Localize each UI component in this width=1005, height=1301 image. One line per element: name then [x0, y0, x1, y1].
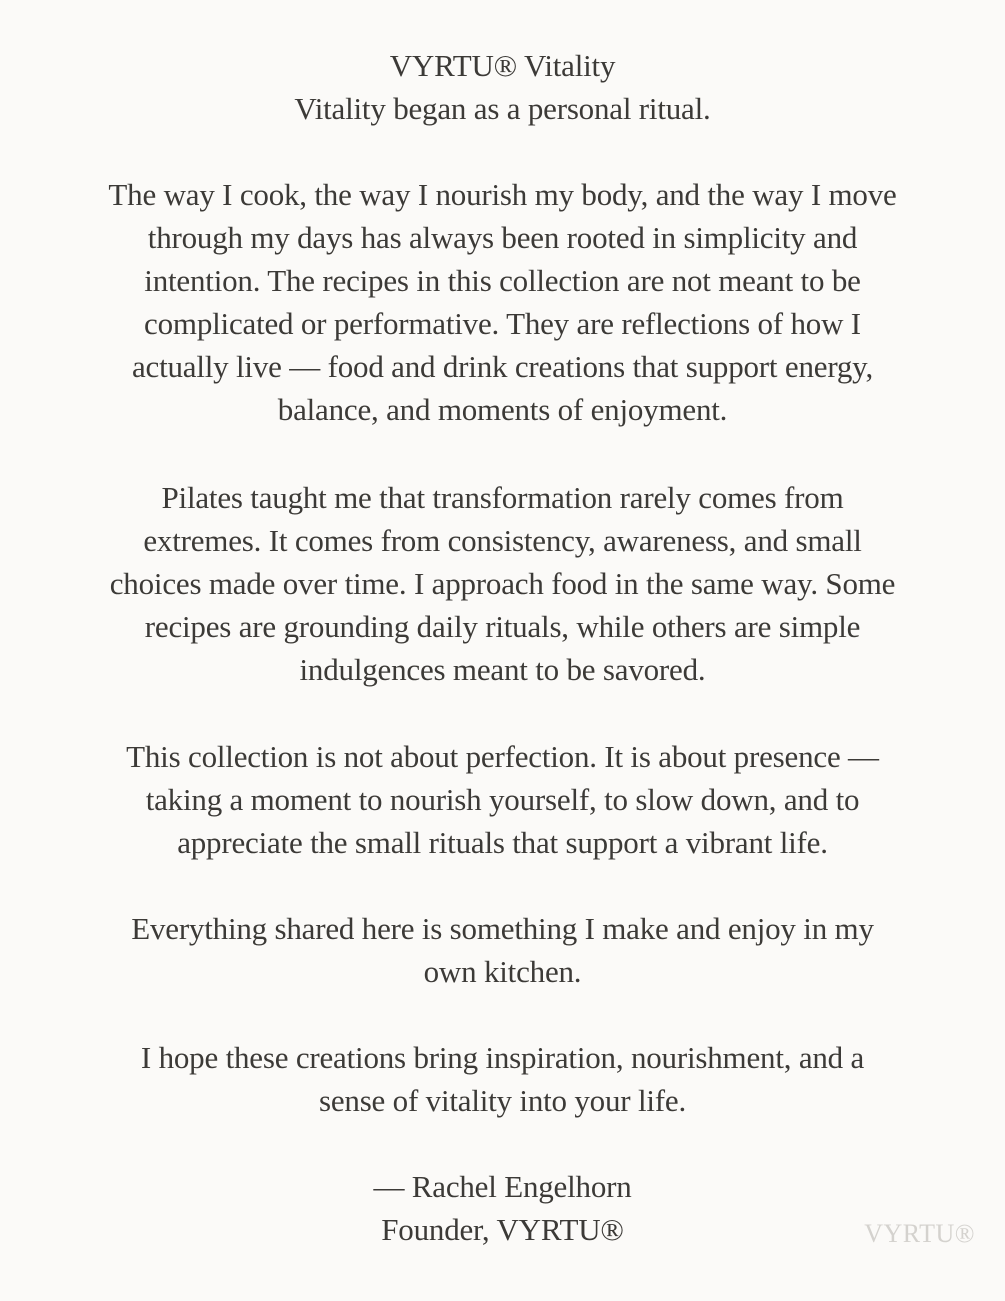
paragraph-line: Pilates taught me that transformation rarely comes from — [161, 480, 844, 515]
paragraph-line: Everything shared here is something I make and enjoy in my — [131, 911, 874, 946]
paragraph-line: own kitchen. — [423, 954, 582, 989]
signature-name: — Rachel Engelhorn — [373, 1169, 632, 1204]
brand-watermark: VYRTU® — [864, 1219, 975, 1248]
paragraph-pilates — [50, 476, 955, 691]
paragraph-line: actually live — food and drink creations that support energy, — [131, 349, 874, 384]
paragraph-closing-hope — [50, 1036, 955, 1122]
paragraph-line: choices made over time. I approach food in the same way. Some — [109, 566, 896, 601]
paragraph-line: complicated or performative. They are reflections of how I — [144, 306, 861, 341]
paragraph-line: taking a moment to nourish yourself, to slow down, and to — [145, 782, 860, 817]
paragraph-line: The way I cook, the way I nourish my body, and the way I move — [108, 177, 897, 212]
paragraph-line: This collection is not about perfection. It is about presence — — [126, 739, 879, 774]
paragraph-line: indulgences meant to be savored. — [299, 652, 706, 687]
paragraph-line: recipes are grounding daily rituals, while others are simple — [144, 609, 861, 644]
paragraph-line: extremes. It comes from consistency, awareness, and small — [143, 523, 862, 558]
letter-header — [50, 44, 955, 130]
paragraph-presence — [50, 735, 955, 864]
paragraph-line: I hope these creations bring inspiration, nourishment, and a — [140, 1040, 865, 1075]
paragraph-line: through my days has always been rooted in simplicity and — [147, 220, 858, 255]
paragraph-line: intention. The recipes in this collection are not meant to be — [144, 263, 861, 298]
paragraph-own-kitchen — [50, 907, 955, 993]
document-subtitle: Vitality began as a personal ritual. — [294, 91, 711, 126]
paragraph-line: balance, and moments of enjoyment. — [277, 392, 728, 427]
document-title: VYRTU® Vitality — [389, 48, 616, 83]
paragraph-line: sense of vitality into your life. — [318, 1083, 687, 1118]
paragraph-cooking-intention — [50, 173, 955, 431]
signature-role: Founder, VYRTU® — [381, 1212, 624, 1247]
signature-block — [50, 1165, 955, 1251]
paragraph-line: appreciate the small rituals that support a vibrant life. — [177, 825, 828, 860]
